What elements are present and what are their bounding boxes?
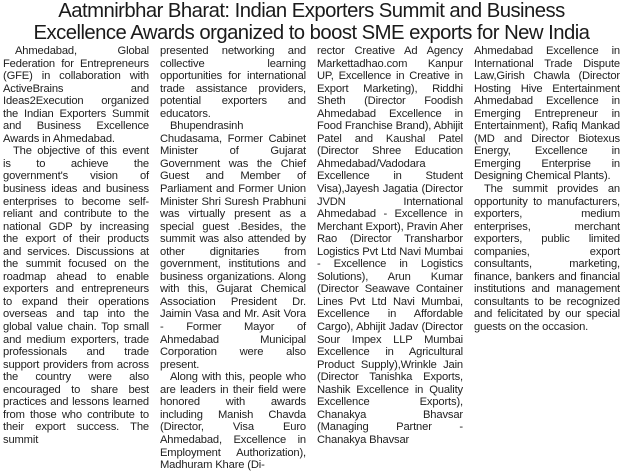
headline-line-2: Excellence Awards organized to boost SME exports for New India <box>33 21 590 44</box>
paragraph: Ahmedabad, Global Federation for Entrepreneurs (GFE) in collaboration with ActiveBrains and Ideas2Execution organized the Indian Exporters Summit and Business Excellence Awards in Ahmedabad. <box>3 45 149 145</box>
paragraph: The objective of this event is to achieve the government's vision of business ideas and business enterprises to become self-reliant and contribute to the national GDP by increasing the export of their products and services. Discussions at the summit focused on the roadmap ahead to enable exporters and entrepreneurs to expand their operations overseas and tap into the global value chain. Top small and medium exporters, trade professionals and trade support providers from across the country were also encouraged to share best practices and lessons learned from those who contribute to their export success. The summit <box>3 145 149 446</box>
column-3 <box>317 45 463 447</box>
headline <box>0 0 623 44</box>
column-2 <box>160 45 306 472</box>
paragraph: Bhupendrasinh Chudasama, Former Cabinet Minister of Gujarat Government was the Chief Guest and Member of Parliament and Former Union Minister Shri Suresh Prabhuni was virtually present as a special guest .Besides, the summit was also attended by other dignitaries from government, institutions and business organizations. Along with this, Gujarat Chemical Association President Dr. Jaimin Vasa and Mr. Asit Vora - Former Mayor of Ahmedabad Municipal Corporation were also present. <box>160 120 306 371</box>
paragraph: Ahmedabad Excellence in International Trade Dispute Law,Girish Chawla (Director Hosting Hive Entertainment Ahmedabad Excellence in Emerging Entrepreneur in Entertainment), Rafiq Mankad (MD and Director Biotexus Energy, Excellence in Emerging Enterprise in Designing Chemical Plants). <box>474 45 620 183</box>
column-4 <box>474 45 620 447</box>
paragraph: Along with this, people who are leaders in their field were honored with awards including Manish Chavda (Director, Visa Euro Ahmedabad, Excellence in Employment Authorization), Madhuram Khare (Di- <box>160 371 306 472</box>
paragraph: rector Creative Ad Agency Markettadhao.com Kanpur UP, Excellence in Creative in Export Marketing), Riddhi Sheth (Director Foodish Ahmedabad Excellence in Food Franchise Brand), Abhijit Patel and Kaushal Patel (Director Shree Education Ahmedabad/Vadodara Excellence in Student Visa),Jayesh Jagatia (Director JVDN International Ahmedabad - Excellence in Merchant Export), Pravin Aher Rao (Director Transharbor Logistics Pvt Ltd Navi Mumbai - Excellence in Logistics Solutions), Arun Kumar (Director Seawave Container Lines Pvt Ltd Navi Mumbai, Excellence in Affordable Cargo), Abhijit Jadav (Director Sour Impex LLP Mumbai Excellence in Agricultural Product Supply),Wrinkle Jain (Director Tanishka Exports, Nashik Excellence in Quality Excellence Exports), Chanakya Bhavsar (Managing Partner - Chanakya Bhavsar <box>317 45 463 446</box>
column-1 <box>3 45 149 447</box>
paragraph: presented networking and collective learning opportunities for international trade assistance providers, potential exporters and educators. <box>160 45 306 120</box>
paragraph: The summit provides an opportunity to manufacturers, exporters, medium enterprises, merchant exporters, public limited companies, export consultants, marketing, finance, bankers and financial institutions and management consultants to be recognized and felicitated by our special guests on the occasion. <box>474 183 620 334</box>
headline-line-1: Aatmnirbhar Bharat: Indian Exporters Summit and Business <box>58 0 565 22</box>
